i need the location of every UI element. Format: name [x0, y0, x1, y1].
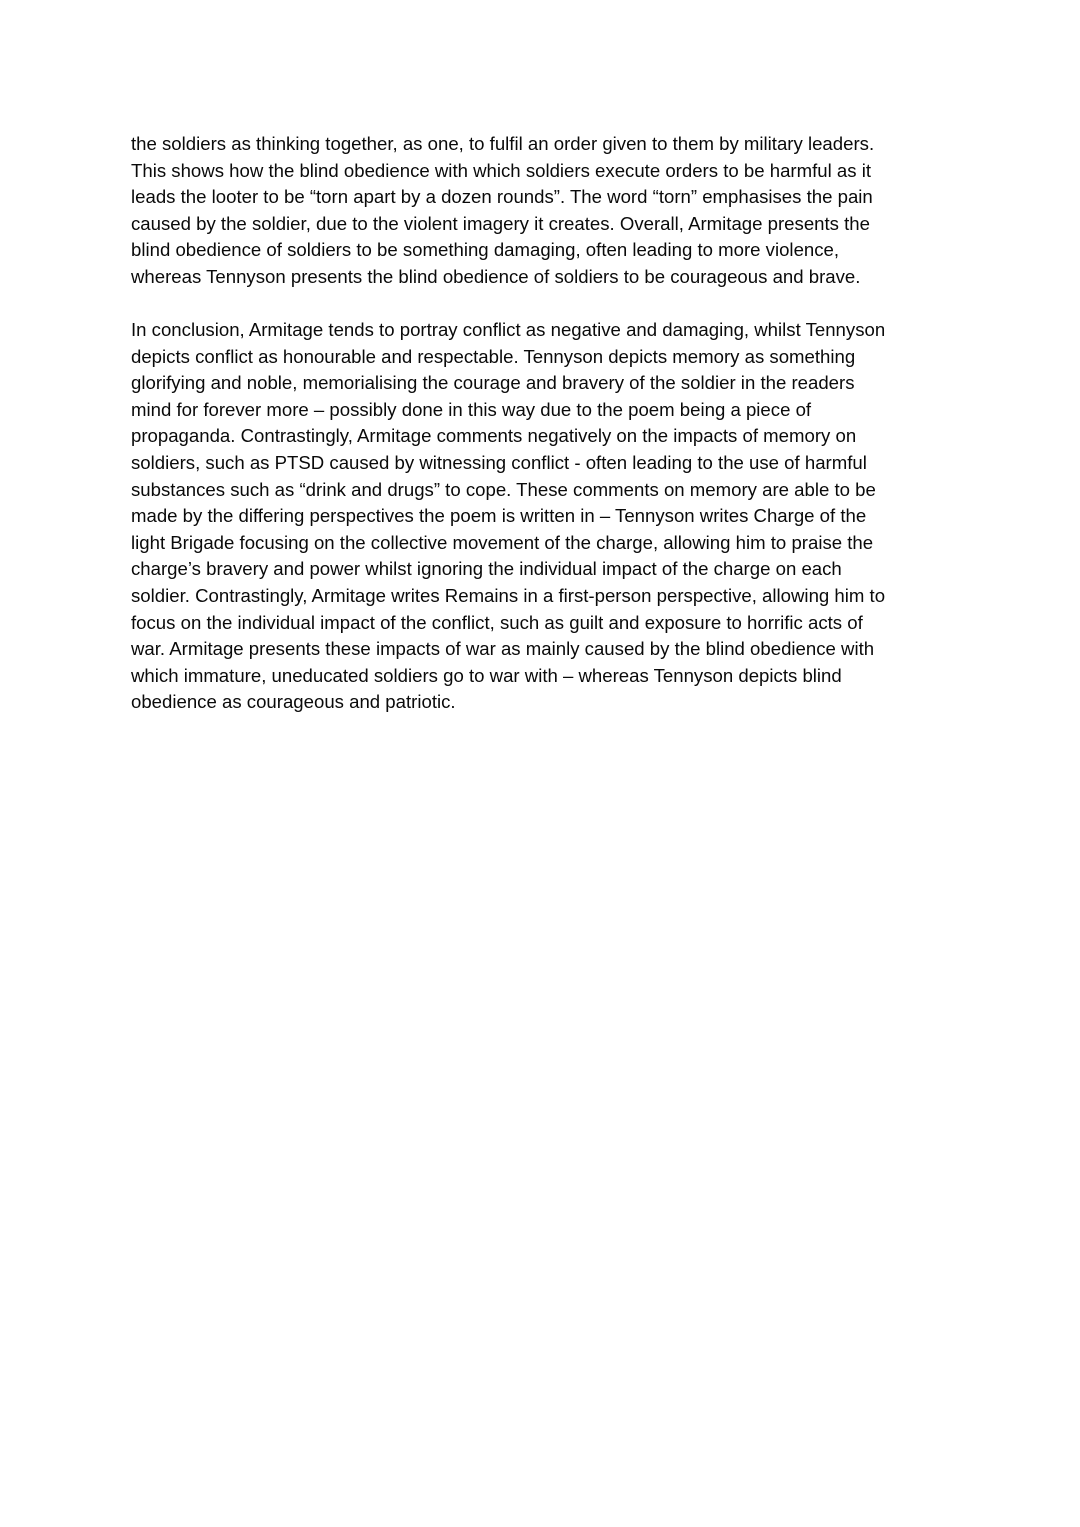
- text-line: blind obedience of soldiers to be something damaging, often leading to more violence,: [131, 239, 840, 261]
- text-line: propaganda. Contrastingly, Armitage comments negatively on the impacts of memory on: [131, 425, 857, 447]
- text-line: charge’s bravery and power whilst ignoring the individual impact of the charge on each: [131, 558, 842, 580]
- text-line: leads the looter to be “torn apart by a dozen rounds”. The word “torn” emphasises the pain: [131, 186, 873, 208]
- text-line: whereas Tennyson presents the blind obedience of soldiers to be courageous and brave.: [131, 265, 861, 287]
- text-line: substances such as “drink and drugs” to cope. These comments on memory are able to be: [131, 478, 876, 500]
- text-line: light Brigade focusing on the collective movement of the charge, allowing him to praise the: [131, 531, 874, 553]
- text-line: which immature, uneducated soldiers go to war with – whereas Tennyson depicts blind: [131, 664, 842, 686]
- text-line: depicts conflict as honourable and respectable. Tennyson depicts memory as something: [131, 345, 856, 367]
- text-line: glorifying and noble, memorialising the courage and bravery of the soldier in the readers: [131, 372, 855, 394]
- text-line: obedience as courageous and patriotic.: [131, 691, 456, 713]
- text-line: focus on the individual impact of the conflict, such as guilt and exposure to horrific acts of: [131, 611, 863, 633]
- text-line: soldier. Contrastingly, Armitage writes Remains in a first-person perspective, allowing him to: [131, 584, 886, 606]
- text-line: mind for forever more – possibly done in this way due to the poem being a piece of: [131, 398, 812, 420]
- text-line: This shows how the blind obedience with which soldiers execute orders to be harmful as it: [131, 159, 872, 181]
- text-line: In conclusion, Armitage tends to portray conflict as negative and damaging, whilst Tennyson: [131, 319, 886, 340]
- text-line: made by the differing perspectives the poem is written in – Tennyson writes Charge of the: [131, 505, 867, 527]
- text-line: soldiers, such as PTSD caused by witnessing conflict - often leading to the use of harmful: [131, 451, 867, 473]
- text-line: the soldiers as thinking together, as one, to fulfil an order given to them by military leaders.: [131, 133, 875, 154]
- paragraph-body: [131, 131, 961, 291]
- paragraph-conclusion: [131, 317, 961, 716]
- text-line: war. Armitage presents these impacts of war as mainly caused by the blind obedience with: [131, 638, 875, 660]
- text-line: caused by the soldier, due to the violent imagery it creates. Overall, Armitage presents the: [131, 212, 870, 234]
